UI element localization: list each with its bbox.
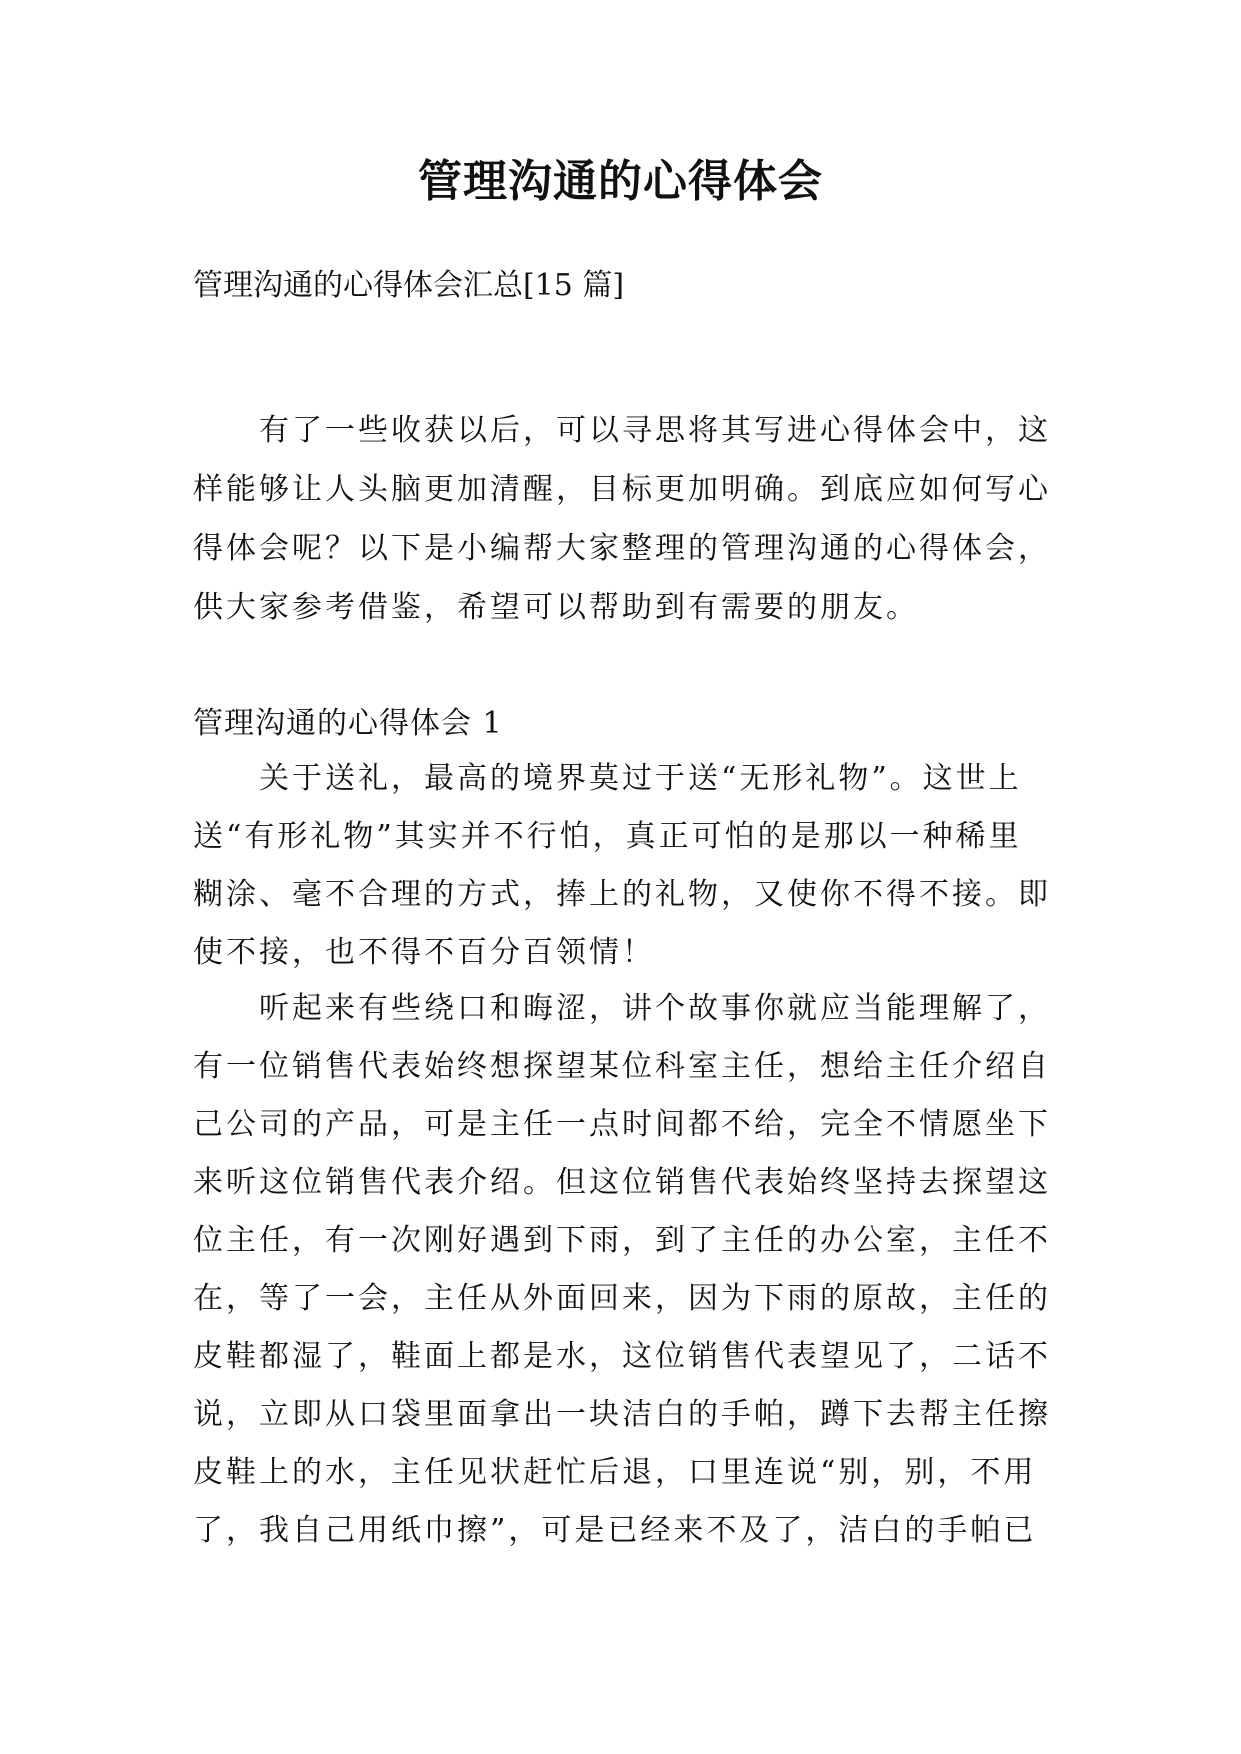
text-line: 使不接，也不得不百分百领情！ (193, 935, 655, 970)
text-line: 来听这位销售代表介绍。但这位销售代表始终坚持去探望这 (193, 1165, 1051, 1200)
document-subtitle: 管理沟通的心得体会汇总[15 篇] (193, 268, 625, 303)
intro-paragraph (193, 401, 1053, 637)
text-line: 关于送礼，最高的境界莫过于送“无形礼物”。这世上 (193, 761, 1022, 796)
text-line: 样能够让人头脑更加清醒，目标更加明确。到底应如何写心 (193, 472, 1051, 507)
text-line: 皮鞋上的水，主任见状赶忙后退，口里连说“别，别，不用 (193, 1455, 1037, 1490)
text-line: 有了一些收获以后，可以寻思将其写进心得体会中，这 (193, 413, 1051, 448)
document-title: 管理沟通的心得体会 (418, 156, 823, 207)
text-line: 在，等了一会，主任从外面回来，因为下雨的原故，主任的 (193, 1281, 1051, 1316)
text-line: 供大家参考借鉴，希望可以帮助到有需要的朋友。 (193, 590, 919, 625)
text-line: 了，我自己用纸巾擦”，可是已经来不及了，洁白的手帕已 (193, 1513, 1037, 1548)
text-line: 糊涂、毫不合理的方式，捧上的礼物，又使你不得不接。即 (193, 877, 1051, 912)
text-line: 己公司的产品，可是主任一点时间都不给，完全不情愿坐下 (193, 1107, 1051, 1142)
text-line: 得体会呢？以下是小编帮大家整理的管理沟通的心得体会， (193, 531, 1051, 566)
text-line: 送“有形礼物”其实并不行怕，真正可怕的是那以一种稀里 (193, 819, 1022, 854)
body-paragraph-2 (193, 980, 1053, 1560)
text-line: 听起来有些绕口和晦涩，讲个故事你就应当能理解了， (193, 991, 1051, 1026)
text-line: 位主任，有一次刚好遇到下雨，到了主任的办公室，主任不 (193, 1223, 1051, 1258)
section-heading: 管理沟通的心得体会 1 (193, 706, 503, 741)
text-line: 有一位销售代表始终想探望某位科室主任，想给主任介绍自 (193, 1049, 1051, 1084)
body-paragraph-1 (193, 750, 1053, 982)
text-line: 说，立即从口袋里面拿出一块洁白的手帕，蹲下去帮主任擦 (193, 1397, 1051, 1432)
text-line: 皮鞋都湿了，鞋面上都是水，这位销售代表望见了，二话不 (193, 1339, 1051, 1374)
